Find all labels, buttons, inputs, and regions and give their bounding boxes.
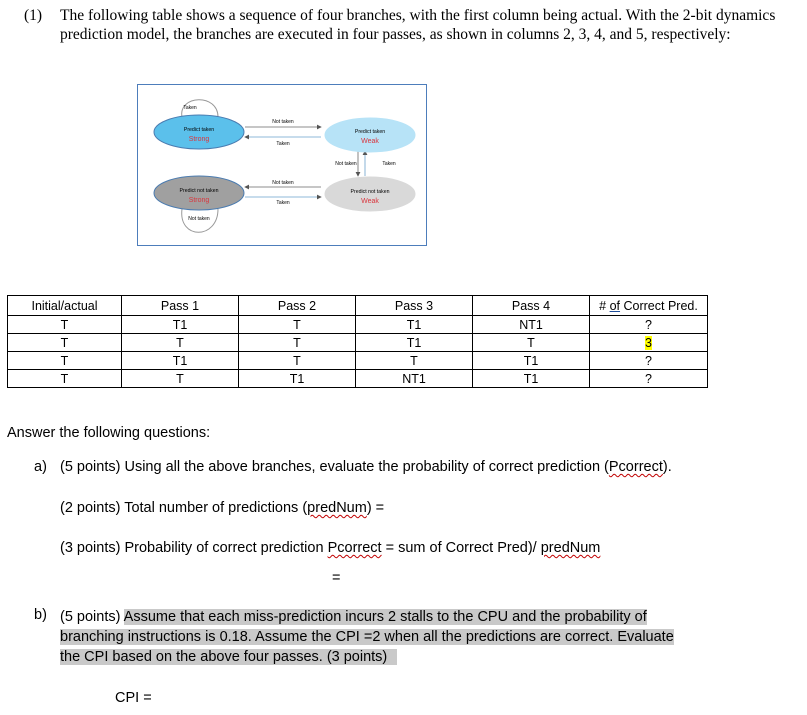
table-cell: T — [239, 316, 356, 334]
part-b-text — [60, 607, 674, 667]
table-cell: T — [8, 352, 122, 370]
header-correct-prefix: # — [599, 298, 610, 313]
state-weak-not-taken-line1: Predict not taken — [350, 189, 390, 195]
table-cell: T — [239, 352, 356, 370]
header-pass2: Pass 2 — [239, 296, 356, 316]
header-initial: Initial/actual — [8, 296, 122, 316]
part-a-main-term: Pcorrect — [608, 459, 663, 475]
part-a-sub2-prefix: (3 points) Probability of correct prediction — [60, 540, 328, 556]
table-cell: T1 — [473, 352, 590, 370]
state-weak-not-taken-line2: Weak — [361, 198, 379, 205]
table-cell: ? — [590, 352, 708, 370]
label-bottom-back: Taken — [276, 200, 290, 206]
header-pass4: Pass 4 — [473, 296, 590, 316]
table-row — [8, 334, 708, 352]
part-a-main-prefix: (5 points) Using all the above branches, evaluate the probability of correct prediction ( — [60, 459, 609, 475]
answer-intro: Answer the following questions: — [7, 425, 211, 441]
table-row — [8, 352, 708, 370]
table-row — [8, 316, 708, 334]
state-strong-taken-line1: Predict taken — [183, 127, 215, 133]
header-correct-of: of — [609, 298, 621, 313]
header-correct-suffix: Correct Pred. — [620, 298, 698, 313]
part-b-label: b) — [34, 607, 47, 623]
label-self-bottom: Not taken — [188, 216, 210, 222]
table-cell: NT1 — [356, 370, 473, 388]
part-a-main — [60, 459, 672, 475]
question-number: (1) — [24, 7, 43, 24]
part-a-sub1-term: predNum — [307, 500, 367, 516]
header-pass1: Pass 1 — [122, 296, 239, 316]
branch-table — [7, 295, 708, 388]
table-cell: ? — [590, 316, 708, 334]
table-cell: T — [356, 352, 473, 370]
table-cell: T — [8, 334, 122, 352]
header-correct — [590, 296, 708, 316]
label-top-back: Taken — [276, 141, 290, 147]
part-a-sub1-prefix: (2 points) Total number of predictions ( — [60, 500, 308, 516]
part-b-line2-text: branching instructions is 0.18. Assume the CPI =2 when all the predictions are correct. Evaluate — [60, 629, 674, 645]
question-intro — [24, 6, 784, 44]
question-text: The following table shows a sequence of four branches, with the first column being actual. With the 2-bit dynamics prediction model, the branches are executed in four passes, as shown in columns 2, 3, 4, and 5, respectively: — [60, 7, 776, 43]
cpi-label: CPI = — [115, 690, 152, 706]
table-cell: T — [239, 334, 356, 352]
table-header-row — [8, 296, 708, 316]
table-cell: T — [473, 334, 590, 352]
table-cell: T1 — [122, 316, 239, 334]
table-cell: T1 — [239, 370, 356, 388]
part-a-label: a) — [34, 459, 47, 475]
state-diagram-svg — [138, 85, 426, 245]
part-b-plain: (5 points) — [60, 609, 124, 625]
state-strong-not-taken-line2: Strong — [188, 197, 210, 204]
label-mid-left: Not taken — [335, 161, 357, 167]
label-self-top: Taken — [183, 105, 197, 111]
table-cell: T — [122, 334, 239, 352]
state-weak-taken-line2: Weak — [361, 138, 379, 145]
part-a-sub2-mid: = sum of Correct Pred)/ — [381, 540, 541, 556]
part-a-equals: = — [332, 570, 341, 586]
table-cell: T1 — [473, 370, 590, 388]
table-cell: T1 — [122, 352, 239, 370]
highlighted-answer: 3 — [645, 335, 652, 350]
table-cell — [590, 334, 708, 352]
table-cell: NT1 — [473, 316, 590, 334]
part-a-sub2 — [60, 540, 600, 556]
part-a-sub2-term2: predNum — [540, 540, 601, 556]
table-cell: ? — [590, 370, 708, 388]
state-weak-taken-line1: Predict taken — [354, 129, 386, 135]
part-a-sub1-suffix: ) = — [366, 500, 385, 516]
state-diagram — [137, 84, 427, 246]
part-b-line2 — [60, 627, 674, 647]
table-cell: T1 — [356, 334, 473, 352]
label-mid-right: Taken — [382, 161, 396, 167]
table-row — [8, 370, 708, 388]
label-bottom-forward: Not taken — [272, 180, 294, 186]
table-cell: T — [8, 316, 122, 334]
part-b-line1 — [60, 607, 674, 627]
state-strong-taken-line2: Strong — [188, 136, 210, 143]
table-cell: T — [122, 370, 239, 388]
part-b-line3 — [60, 647, 674, 667]
state-strong-not-taken-line1: Predict not taken — [179, 188, 219, 194]
part-a-main-suffix: ). — [662, 459, 672, 475]
header-pass3: Pass 3 — [356, 296, 473, 316]
table-cell: T — [8, 370, 122, 388]
part-b-line3-text: the CPI based on the above four passes. (3 points) — [60, 649, 397, 665]
part-a-sub2-term: Pcorrect — [327, 540, 382, 556]
part-b-line1-text: Assume that each miss-prediction incurs 2 stalls to the CPU and the probability of — [123, 609, 647, 625]
table-cell: T1 — [356, 316, 473, 334]
part-a-sub1 — [60, 500, 384, 516]
state-weak-taken — [325, 118, 415, 152]
label-top-forward: Not taken — [272, 119, 294, 125]
